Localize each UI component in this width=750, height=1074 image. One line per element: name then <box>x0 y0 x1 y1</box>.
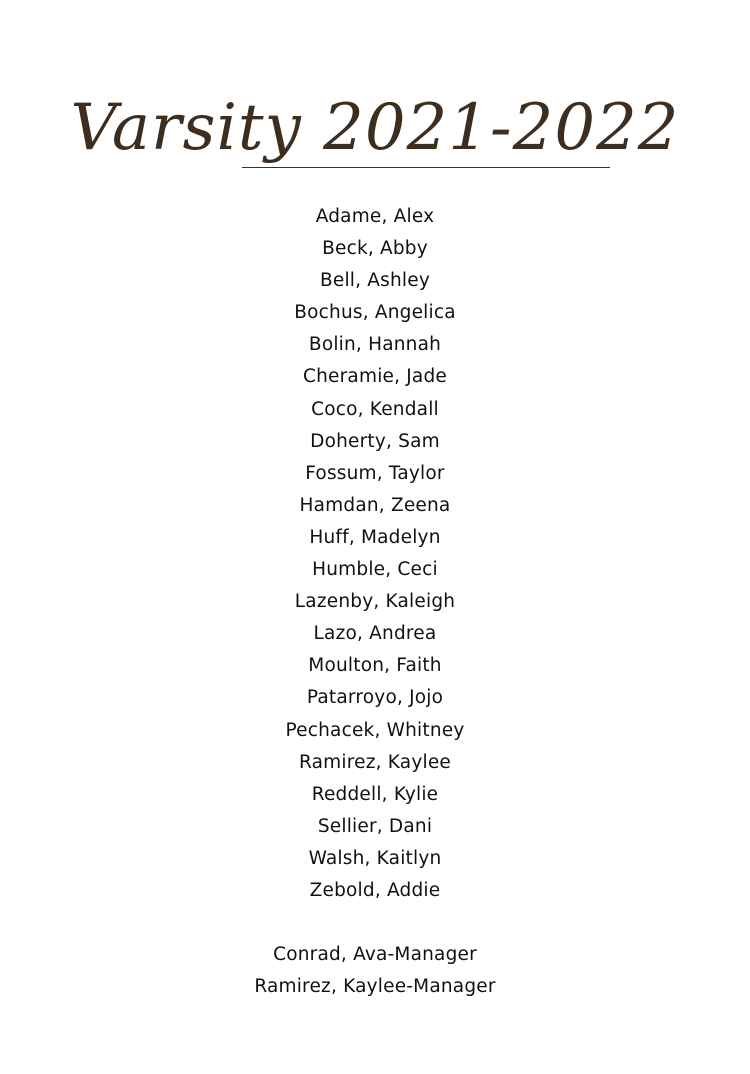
player-name: Hamdan, Zeena <box>299 494 451 516</box>
player-name: Cheramie, Jade <box>303 366 447 388</box>
manager-name: Ramirez, Kaylee-Manager <box>254 976 496 998</box>
player-name: Reddell, Kylie <box>311 783 439 805</box>
player-list <box>0 201 750 907</box>
player-name: Beck, Abby <box>322 238 428 260</box>
player-name: Lazenby, Kaleigh <box>294 591 456 613</box>
player-name: Doherty, Sam <box>310 430 440 452</box>
player-name: Zebold, Addie <box>309 879 441 901</box>
player-name: Walsh, Kaitlyn <box>308 847 442 869</box>
player-name: Lazo, Andrea <box>313 623 437 645</box>
page-title: Varsity 2021-2022 <box>70 91 680 165</box>
player-name: Humble, Ceci <box>312 559 438 581</box>
manager-list <box>0 939 750 1003</box>
player-name: Coco, Kendall <box>311 398 439 420</box>
player-name: Bolin, Hannah <box>308 334 442 356</box>
manager-name: Conrad, Ava-Manager <box>273 944 477 965</box>
title-underline <box>242 167 610 168</box>
player-name: Ramirez, Kaylee <box>299 751 451 773</box>
player-name: Moulton, Faith <box>308 655 442 677</box>
player-name: Huff, Madelyn <box>309 526 441 548</box>
player-name: Bochus, Angelica <box>294 302 456 324</box>
player-name: Sellier, Dani <box>317 815 433 837</box>
player-name: Patarroyo, Jojo <box>306 687 444 709</box>
player-name: Bell, Ashley <box>319 270 430 292</box>
player-name: Adame, Alex <box>315 206 435 227</box>
player-name: Fossum, Taylor <box>305 462 445 484</box>
player-name: Pechacek, Whitney <box>285 719 465 741</box>
